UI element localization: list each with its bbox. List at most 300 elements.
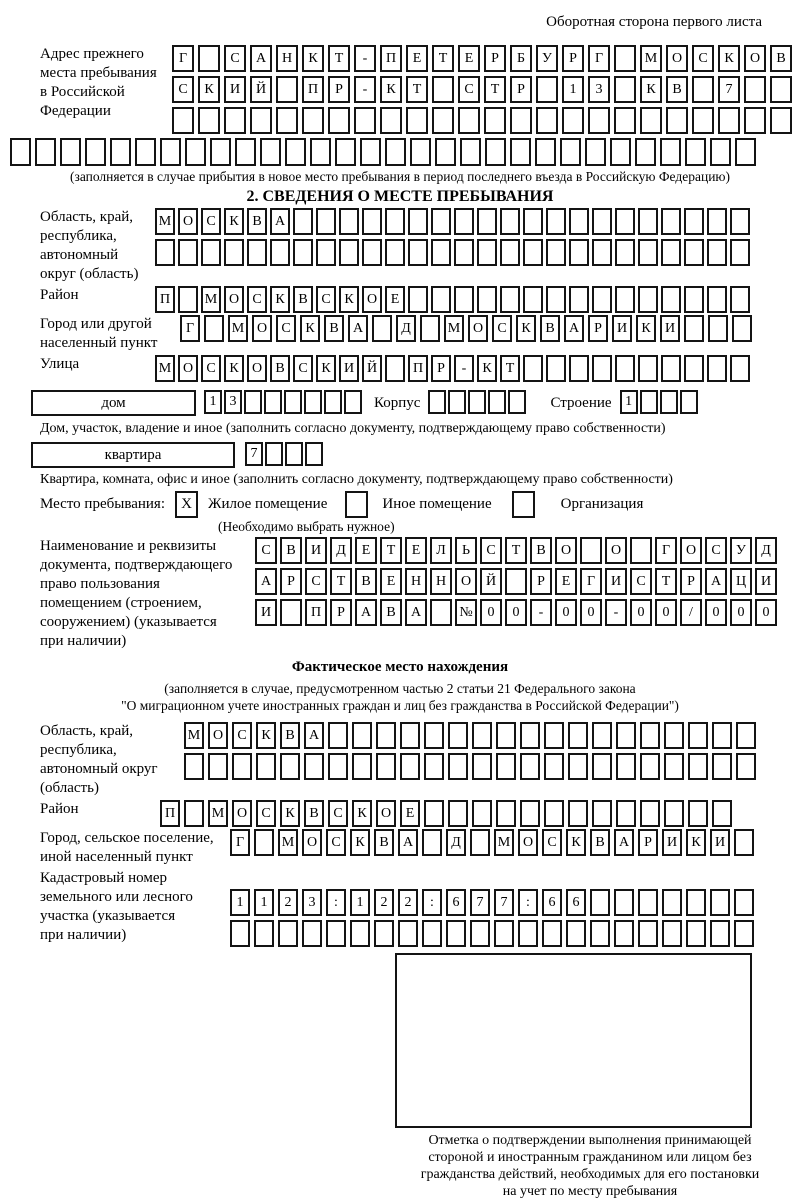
char-box[interactable]: № (455, 599, 477, 626)
char-box[interactable]: Р (484, 45, 506, 72)
char-box[interactable]: А (250, 45, 272, 72)
char-box[interactable] (432, 107, 454, 134)
char-box[interactable] (324, 390, 342, 414)
char-box[interactable]: Е (380, 568, 402, 595)
char-box[interactable]: С (316, 286, 336, 313)
char-box[interactable] (685, 138, 706, 166)
char-box[interactable]: О (605, 537, 627, 564)
char-box[interactable] (569, 286, 589, 313)
checkbox-inoe[interactable] (345, 491, 368, 518)
char-box[interactable] (155, 239, 175, 266)
char-box[interactable]: 7 (494, 889, 514, 916)
char-box[interactable] (454, 239, 474, 266)
char-box[interactable]: О (178, 208, 198, 235)
char-box[interactable] (232, 753, 252, 780)
char-box[interactable] (335, 138, 356, 166)
char-box[interactable] (302, 107, 324, 134)
char-box[interactable] (615, 208, 635, 235)
char-box[interactable] (422, 920, 442, 947)
char-box[interactable] (614, 920, 634, 947)
char-box[interactable]: В (324, 315, 344, 342)
char-box[interactable] (224, 239, 244, 266)
char-box[interactable] (614, 76, 636, 103)
char-box[interactable]: Т (505, 537, 527, 564)
char-box[interactable] (496, 800, 516, 827)
char-box[interactable] (560, 138, 581, 166)
char-box[interactable]: В (293, 286, 313, 313)
char-box[interactable] (544, 722, 564, 749)
char-box[interactable] (254, 920, 274, 947)
char-box[interactable]: К (640, 76, 662, 103)
char-box[interactable] (710, 889, 730, 916)
char-box[interactable] (374, 920, 394, 947)
char-box[interactable]: К (686, 829, 706, 856)
char-box[interactable]: Г (655, 537, 677, 564)
char-box[interactable]: К (636, 315, 656, 342)
char-box[interactable]: 3 (224, 390, 242, 414)
char-box[interactable]: Е (458, 45, 480, 72)
char-box[interactable] (638, 889, 658, 916)
char-box[interactable] (615, 286, 635, 313)
char-box[interactable] (448, 753, 468, 780)
char-box[interactable] (662, 920, 682, 947)
char-box[interactable] (712, 722, 732, 749)
char-box[interactable] (730, 286, 750, 313)
char-box[interactable]: Р (530, 568, 552, 595)
char-box[interactable]: И (755, 568, 777, 595)
char-box[interactable] (688, 800, 708, 827)
char-box[interactable] (707, 208, 727, 235)
char-box[interactable] (280, 599, 302, 626)
char-box[interactable] (708, 315, 728, 342)
char-box[interactable]: А (405, 599, 427, 626)
char-box[interactable] (542, 920, 562, 947)
char-box[interactable]: С (705, 537, 727, 564)
char-box[interactable]: К (256, 722, 276, 749)
char-box[interactable] (400, 753, 420, 780)
checkbox-zhiloe[interactable]: X (175, 491, 198, 518)
char-box[interactable]: А (705, 568, 727, 595)
char-box[interactable]: С (224, 45, 246, 72)
char-box[interactable]: С (492, 315, 512, 342)
char-box[interactable] (635, 138, 656, 166)
char-box[interactable] (744, 107, 766, 134)
char-box[interactable]: Е (385, 286, 405, 313)
char-box[interactable] (376, 722, 396, 749)
char-box[interactable] (544, 800, 564, 827)
char-box[interactable]: П (380, 45, 402, 72)
char-box[interactable]: М (228, 315, 248, 342)
char-box[interactable] (712, 753, 732, 780)
char-box[interactable]: О (455, 568, 477, 595)
char-box[interactable]: Г (580, 568, 602, 595)
char-box[interactable] (610, 138, 631, 166)
char-box[interactable] (638, 920, 658, 947)
char-box[interactable] (305, 442, 323, 466)
char-box[interactable]: Й (250, 76, 272, 103)
char-box[interactable] (178, 286, 198, 313)
char-box[interactable] (310, 138, 331, 166)
char-box[interactable] (339, 208, 359, 235)
char-box[interactable]: М (278, 829, 298, 856)
char-box[interactable]: 0 (730, 599, 752, 626)
char-box[interactable] (686, 920, 706, 947)
char-box[interactable]: Р (328, 76, 350, 103)
char-box[interactable] (468, 390, 486, 414)
char-box[interactable] (328, 753, 348, 780)
char-box[interactable]: Н (405, 568, 427, 595)
char-box[interactable] (500, 239, 520, 266)
checkbox-organizaciya[interactable] (512, 491, 535, 518)
char-box[interactable]: В (280, 537, 302, 564)
char-box[interactable] (614, 107, 636, 134)
char-box[interactable] (135, 138, 156, 166)
char-box[interactable]: О (518, 829, 538, 856)
char-box[interactable] (400, 722, 420, 749)
char-box[interactable] (592, 753, 612, 780)
char-box[interactable]: О (362, 286, 382, 313)
char-box[interactable]: М (640, 45, 662, 72)
char-box[interactable]: А (255, 568, 277, 595)
char-box[interactable]: С (172, 76, 194, 103)
char-box[interactable]: С (328, 800, 348, 827)
char-box[interactable] (408, 239, 428, 266)
char-box[interactable] (510, 138, 531, 166)
char-box[interactable]: Р (680, 568, 702, 595)
char-box[interactable] (592, 239, 612, 266)
char-box[interactable] (458, 107, 480, 134)
char-box[interactable]: В (590, 829, 610, 856)
char-box[interactable]: И (662, 829, 682, 856)
char-box[interactable] (680, 390, 698, 414)
char-box[interactable]: П (160, 800, 180, 827)
char-box[interactable]: П (305, 599, 327, 626)
char-box[interactable] (692, 76, 714, 103)
char-box[interactable] (686, 889, 706, 916)
char-box[interactable] (640, 107, 662, 134)
char-box[interactable] (362, 239, 382, 266)
char-box[interactable]: 0 (480, 599, 502, 626)
char-box[interactable]: К (300, 315, 320, 342)
char-box[interactable] (178, 239, 198, 266)
char-box[interactable]: С (326, 829, 346, 856)
char-box[interactable]: К (566, 829, 586, 856)
char-box[interactable]: В (355, 568, 377, 595)
char-box[interactable] (585, 138, 606, 166)
char-box[interactable] (580, 537, 602, 564)
char-box[interactable]: С (630, 568, 652, 595)
char-box[interactable] (424, 800, 444, 827)
char-box[interactable] (735, 138, 756, 166)
char-box[interactable]: К (270, 286, 290, 313)
char-box[interactable]: С (201, 355, 221, 382)
char-box[interactable] (664, 753, 684, 780)
char-box[interactable] (536, 107, 558, 134)
char-box[interactable] (454, 208, 474, 235)
char-box[interactable] (710, 138, 731, 166)
char-box[interactable] (304, 753, 324, 780)
char-box[interactable]: Р (638, 829, 658, 856)
char-box[interactable]: 2 (398, 889, 418, 916)
char-box[interactable]: Р (562, 45, 584, 72)
char-box[interactable]: К (380, 76, 402, 103)
char-box[interactable]: 0 (705, 599, 727, 626)
char-box[interactable]: Р (280, 568, 302, 595)
char-box[interactable] (546, 208, 566, 235)
char-box[interactable] (472, 753, 492, 780)
char-box[interactable] (385, 208, 405, 235)
char-box[interactable]: 6 (542, 889, 562, 916)
char-box[interactable]: : (518, 889, 538, 916)
char-box[interactable] (344, 390, 362, 414)
char-box[interactable]: С (201, 208, 221, 235)
char-box[interactable] (614, 889, 634, 916)
char-box[interactable]: К (350, 829, 370, 856)
char-box[interactable] (770, 107, 792, 134)
char-box[interactable] (661, 355, 681, 382)
char-box[interactable] (661, 286, 681, 313)
char-box[interactable] (372, 315, 392, 342)
char-box[interactable] (454, 286, 474, 313)
char-box[interactable]: И (612, 315, 632, 342)
char-box[interactable]: К (224, 355, 244, 382)
char-box[interactable]: Н (430, 568, 452, 595)
char-box[interactable] (712, 800, 732, 827)
char-box[interactable] (280, 753, 300, 780)
char-box[interactable]: В (380, 599, 402, 626)
char-box[interactable] (380, 107, 402, 134)
char-box[interactable]: 1 (204, 390, 222, 414)
char-box[interactable]: Т (328, 45, 350, 72)
char-box[interactable] (546, 355, 566, 382)
char-box[interactable] (508, 390, 526, 414)
char-box[interactable]: И (710, 829, 730, 856)
char-box[interactable] (638, 239, 658, 266)
char-box[interactable]: О (208, 722, 228, 749)
char-box[interactable] (592, 286, 612, 313)
char-box[interactable]: И (339, 355, 359, 382)
char-box[interactable] (198, 107, 220, 134)
char-box[interactable] (431, 286, 451, 313)
char-box[interactable] (276, 107, 298, 134)
char-box[interactable] (408, 286, 428, 313)
char-box[interactable] (692, 107, 714, 134)
char-box[interactable] (435, 138, 456, 166)
char-box[interactable] (448, 722, 468, 749)
char-box[interactable]: О (232, 800, 252, 827)
char-box[interactable]: - (530, 599, 552, 626)
char-box[interactable] (730, 239, 750, 266)
char-box[interactable]: М (184, 722, 204, 749)
char-box[interactable]: Е (406, 45, 428, 72)
char-box[interactable] (244, 390, 262, 414)
char-box[interactable]: В (666, 76, 688, 103)
char-box[interactable] (10, 138, 31, 166)
char-box[interactable] (488, 390, 506, 414)
char-box[interactable]: М (208, 800, 228, 827)
char-box[interactable]: С (232, 722, 252, 749)
char-box[interactable] (352, 753, 372, 780)
char-box[interactable] (302, 920, 322, 947)
char-box[interactable] (614, 45, 636, 72)
char-box[interactable] (360, 138, 381, 166)
char-box[interactable] (184, 800, 204, 827)
char-box[interactable] (630, 537, 652, 564)
char-box[interactable] (615, 355, 635, 382)
char-box[interactable] (664, 722, 684, 749)
char-box[interactable] (496, 753, 516, 780)
char-box[interactable] (734, 920, 754, 947)
char-box[interactable] (265, 442, 283, 466)
char-box[interactable] (684, 286, 704, 313)
char-box[interactable] (172, 107, 194, 134)
char-box[interactable]: К (198, 76, 220, 103)
char-box[interactable] (638, 355, 658, 382)
char-box[interactable] (276, 76, 298, 103)
char-box[interactable]: Т (655, 568, 677, 595)
char-box[interactable] (661, 239, 681, 266)
char-box[interactable]: Р (330, 599, 352, 626)
char-box[interactable]: С (255, 537, 277, 564)
char-box[interactable] (432, 76, 454, 103)
char-box[interactable] (201, 239, 221, 266)
char-box[interactable] (406, 107, 428, 134)
char-box[interactable]: С (458, 76, 480, 103)
char-box[interactable]: Г (172, 45, 194, 72)
char-box[interactable] (616, 800, 636, 827)
char-box[interactable]: И (660, 315, 680, 342)
char-box[interactable]: 7 (245, 442, 263, 466)
char-box[interactable] (460, 138, 481, 166)
char-box[interactable] (500, 208, 520, 235)
char-box[interactable]: М (494, 829, 514, 856)
char-box[interactable] (496, 722, 516, 749)
char-box[interactable] (160, 138, 181, 166)
char-box[interactable]: А (348, 315, 368, 342)
char-box[interactable] (640, 390, 658, 414)
char-box[interactable] (569, 355, 589, 382)
char-box[interactable] (198, 45, 220, 72)
char-box[interactable]: К (516, 315, 536, 342)
char-box[interactable] (568, 753, 588, 780)
char-box[interactable]: Г (588, 45, 610, 72)
char-box[interactable] (592, 722, 612, 749)
char-box[interactable]: У (536, 45, 558, 72)
char-box[interactable]: К (302, 45, 324, 72)
char-box[interactable] (328, 107, 350, 134)
char-box[interactable] (408, 208, 428, 235)
char-box[interactable] (385, 355, 405, 382)
char-box[interactable] (326, 920, 346, 947)
char-box[interactable] (616, 753, 636, 780)
char-box[interactable] (339, 239, 359, 266)
char-box[interactable]: А (564, 315, 584, 342)
char-box[interactable]: Е (355, 537, 377, 564)
char-box[interactable]: Е (555, 568, 577, 595)
char-box[interactable]: М (155, 208, 175, 235)
char-box[interactable] (230, 920, 250, 947)
char-box[interactable]: / (680, 599, 702, 626)
char-box[interactable]: 2 (374, 889, 394, 916)
char-box[interactable]: К (352, 800, 372, 827)
char-box[interactable] (523, 286, 543, 313)
char-box[interactable]: К (224, 208, 244, 235)
char-box[interactable] (592, 800, 612, 827)
char-box[interactable] (431, 208, 451, 235)
char-box[interactable] (664, 800, 684, 827)
char-box[interactable]: 3 (302, 889, 322, 916)
char-box[interactable]: 0 (555, 599, 577, 626)
char-box[interactable]: П (408, 355, 428, 382)
char-box[interactable] (485, 138, 506, 166)
char-box[interactable] (264, 390, 282, 414)
char-box[interactable] (430, 599, 452, 626)
char-box[interactable]: 2 (278, 889, 298, 916)
char-box[interactable] (536, 76, 558, 103)
char-box[interactable] (615, 239, 635, 266)
char-box[interactable] (484, 107, 506, 134)
char-box[interactable]: И (224, 76, 246, 103)
char-box[interactable]: У (730, 537, 752, 564)
char-box[interactable] (350, 920, 370, 947)
char-box[interactable] (446, 920, 466, 947)
char-box[interactable]: Б (510, 45, 532, 72)
char-box[interactable]: Т (500, 355, 520, 382)
char-box[interactable] (590, 920, 610, 947)
char-box[interactable] (544, 753, 564, 780)
char-box[interactable] (385, 239, 405, 266)
char-box[interactable]: 6 (566, 889, 586, 916)
char-box[interactable] (566, 920, 586, 947)
char-box[interactable] (770, 76, 792, 103)
char-box[interactable]: Е (400, 800, 420, 827)
char-box[interactable]: М (201, 286, 221, 313)
char-box[interactable] (546, 286, 566, 313)
char-box[interactable]: Ь (455, 537, 477, 564)
char-box[interactable]: Г (230, 829, 250, 856)
char-box[interactable]: И (255, 599, 277, 626)
char-box[interactable]: 6 (446, 889, 466, 916)
char-box[interactable] (470, 829, 490, 856)
char-box[interactable] (707, 355, 727, 382)
char-box[interactable] (590, 889, 610, 916)
char-box[interactable]: 0 (655, 599, 677, 626)
char-box[interactable] (666, 107, 688, 134)
char-box[interactable] (546, 239, 566, 266)
char-box[interactable] (520, 722, 540, 749)
char-box[interactable] (520, 800, 540, 827)
char-box[interactable]: 7 (718, 76, 740, 103)
char-box[interactable]: Й (362, 355, 382, 382)
char-box[interactable] (316, 239, 336, 266)
char-box[interactable] (204, 315, 224, 342)
char-box[interactable]: А (270, 208, 290, 235)
char-box[interactable] (736, 753, 756, 780)
char-box[interactable] (385, 138, 406, 166)
char-box[interactable]: С (692, 45, 714, 72)
char-box[interactable] (569, 208, 589, 235)
char-box[interactable] (638, 286, 658, 313)
char-box[interactable]: 1 (254, 889, 274, 916)
char-box[interactable]: А (398, 829, 418, 856)
char-box[interactable]: М (444, 315, 464, 342)
char-box[interactable]: С (293, 355, 313, 382)
char-box[interactable]: Т (432, 45, 454, 72)
char-box[interactable] (284, 390, 302, 414)
char-box[interactable] (568, 722, 588, 749)
char-box[interactable]: 0 (580, 599, 602, 626)
char-box[interactable]: О (247, 355, 267, 382)
